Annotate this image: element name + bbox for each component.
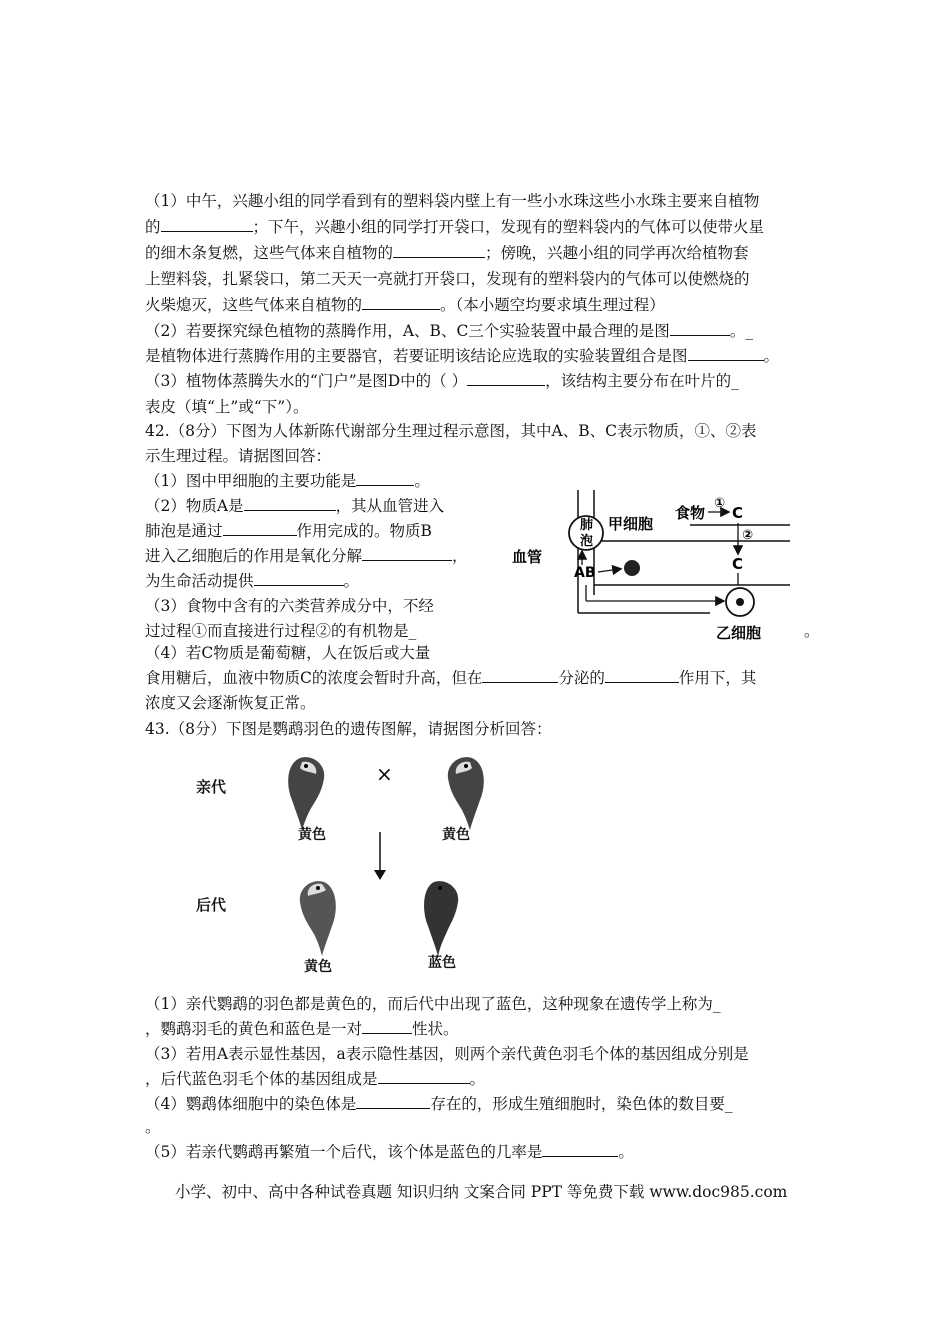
q43-heading: 43.（8分）下图是鹦鹉羽色的遗传图解，请据图分析回答： bbox=[145, 720, 552, 738]
q42-text-line: 肺泡是通过 作用完成的。物质B bbox=[145, 522, 432, 540]
parent2-color-label: 黄色 bbox=[442, 827, 470, 843]
q43-text-line: ，后代蓝色羽毛个体的基因组成是 。 bbox=[145, 1070, 486, 1088]
q43-text-line: （3）若用A表示显性基因，a表示隐性基因，则两个亲代黄色羽毛个体的基因组成分别是 bbox=[145, 1045, 749, 1063]
q43-text-line: ，鹦鹉羽毛的黄色和蓝色是一对 性状。 bbox=[145, 1020, 459, 1038]
answer-blank[interactable] bbox=[362, 1019, 412, 1034]
vessel-label: 血管 bbox=[512, 548, 543, 566]
cell-b-nucleus bbox=[736, 598, 744, 606]
parrot-image bbox=[290, 878, 342, 958]
cross-symbol: × bbox=[376, 762, 393, 786]
q41-text-line: 上塑料袋，扎紧袋口，第二天天一亮就打开袋口，发现有的塑料袋内的气体可以使燃烧的 bbox=[145, 270, 750, 288]
q41-text-line: （2）若要探究绿色植物的蒸腾作用，A、B、C三个实验装置中最合理的是图 。_ bbox=[145, 322, 754, 340]
q42-period: 。 bbox=[804, 622, 820, 640]
answer-blank[interactable] bbox=[467, 371, 545, 386]
q41-text-line: 是植物体进行蒸腾作用的主要器官，若要证明该结论应选取的实验装置组合是图 。 bbox=[145, 347, 780, 365]
c-label-mid: C bbox=[732, 555, 744, 573]
page-footer: 小学、初中、高中各种试卷真题 知识归纳 文案合同 PPT 等免费下载 www.doc985.com bbox=[175, 1183, 788, 1201]
process-2-label: ② bbox=[742, 528, 754, 543]
alveolus-label: 泡 bbox=[580, 534, 594, 549]
q42-heading: 42.（8分）下图为人体新陈代谢部分生理过程示意图，其中A、B、C表示物质，①、②表 bbox=[145, 422, 757, 440]
parrot-image bbox=[440, 754, 490, 832]
cell-a-label: 甲细胞 bbox=[608, 515, 654, 533]
parent-gen-label: 亲代 bbox=[196, 778, 227, 796]
q41-text-line: 火柴熄灭，这些气体来自植物的 。（本小题空均要求填生理过程） bbox=[145, 296, 665, 314]
process-1-label: ① bbox=[714, 496, 726, 511]
answer-blank[interactable] bbox=[223, 521, 297, 536]
offspring-gen-label: 后代 bbox=[196, 896, 227, 914]
answer-blank[interactable] bbox=[688, 346, 764, 361]
q42-text-line: （1）图中甲细胞的主要功能是 。 bbox=[145, 472, 430, 490]
q41-text-line: 表皮（填“上”或“下”）。 bbox=[145, 398, 309, 416]
answer-blank[interactable] bbox=[482, 668, 558, 683]
answer-blank[interactable] bbox=[254, 571, 344, 586]
ab-label: AB bbox=[574, 565, 596, 581]
q42-text-line: （2）物质A是 ，其从血管进入 bbox=[145, 497, 445, 515]
child1-color-label: 黄色 bbox=[304, 959, 332, 975]
alveolus-label: 肺 bbox=[580, 518, 594, 533]
cell-b-label: 乙细胞 bbox=[716, 624, 762, 642]
child2-color-label: 蓝色 bbox=[428, 955, 456, 971]
answer-blank[interactable] bbox=[378, 1069, 470, 1084]
arrow bbox=[598, 569, 620, 572]
q42-text-line: 示生理过程。请据图回答： bbox=[145, 447, 332, 465]
parent1-color-label: 黄色 bbox=[298, 827, 326, 843]
q42-text-line: 食用糖后，血液中物质C的浓度会暂时升高，但在 分泌的 作用下，其 bbox=[145, 669, 757, 687]
answer-blank[interactable] bbox=[542, 1142, 618, 1157]
q41-text-line: （1）中午，兴趣小组的同学看到有的塑料袋内壁上有一些小水珠这些小水珠主要来自植物 bbox=[145, 192, 760, 210]
q41-text-line: 的细木条复燃，这些气体来自植物的 ；傍晚，兴趣小组的同学再次给植物套 bbox=[145, 244, 749, 262]
q42-text-line: 进入乙细胞后的作用是氧化分解 ， bbox=[145, 547, 468, 565]
answer-blank[interactable] bbox=[605, 668, 679, 683]
cell-a-dot bbox=[624, 560, 640, 576]
answer-blank[interactable] bbox=[244, 496, 336, 511]
q41-text-line: 的 ；下午，兴趣小组的同学打开袋口，发现有的塑料袋内的气体可以使带火星 bbox=[145, 218, 765, 236]
answer-blank[interactable] bbox=[393, 243, 485, 258]
metabolism-diagram bbox=[510, 485, 802, 645]
parrot-image bbox=[282, 754, 332, 832]
answer-blank[interactable] bbox=[161, 217, 253, 232]
food-label: 食物 bbox=[675, 504, 706, 522]
q42-text-line: 过过程①而直接进行过程②的有机物是_ bbox=[145, 622, 417, 640]
answer-blank[interactable] bbox=[362, 295, 440, 310]
q43-text-line: （5）若亲代鹦鹉再繁殖一个后代，该个体是蓝色的几率是 。 bbox=[145, 1143, 634, 1161]
q42-text-line: 浓度又会逐渐恢复正常。 bbox=[145, 694, 316, 712]
q42-text-line: （4）若C物质是葡萄糖，人在饭后或大量 bbox=[145, 644, 431, 662]
q43-text-line: （4）鹦鹉体细胞中的染色体是 存在的，形成生殖细胞时，染色体的数目要_ bbox=[145, 1095, 733, 1113]
q42-text-line: （3）食物中含有的六类营养成分中，不经 bbox=[145, 597, 434, 615]
answer-blank[interactable] bbox=[362, 546, 452, 561]
q43-text-line: 。 bbox=[145, 1118, 161, 1136]
answer-blank[interactable] bbox=[356, 471, 414, 486]
answer-blank[interactable] bbox=[670, 321, 730, 336]
down-arrow bbox=[370, 832, 390, 882]
q41-text-line: （3）植物体蒸腾失水的“门户”是图D中的（ ） ，该结构主要分布在叶片的_ bbox=[145, 372, 739, 390]
parrot-image bbox=[418, 878, 470, 958]
q42-text-line: 为生命活动提供 。 bbox=[145, 572, 360, 590]
c-label-top: C bbox=[732, 504, 744, 522]
answer-blank[interactable] bbox=[356, 1094, 430, 1109]
q43-text-line: （1）亲代鹦鹉的羽色都是黄色的，而后代中出现了蓝色，这种现象在遗传学上称为_ bbox=[145, 995, 721, 1013]
parrot-figure bbox=[190, 750, 490, 980]
